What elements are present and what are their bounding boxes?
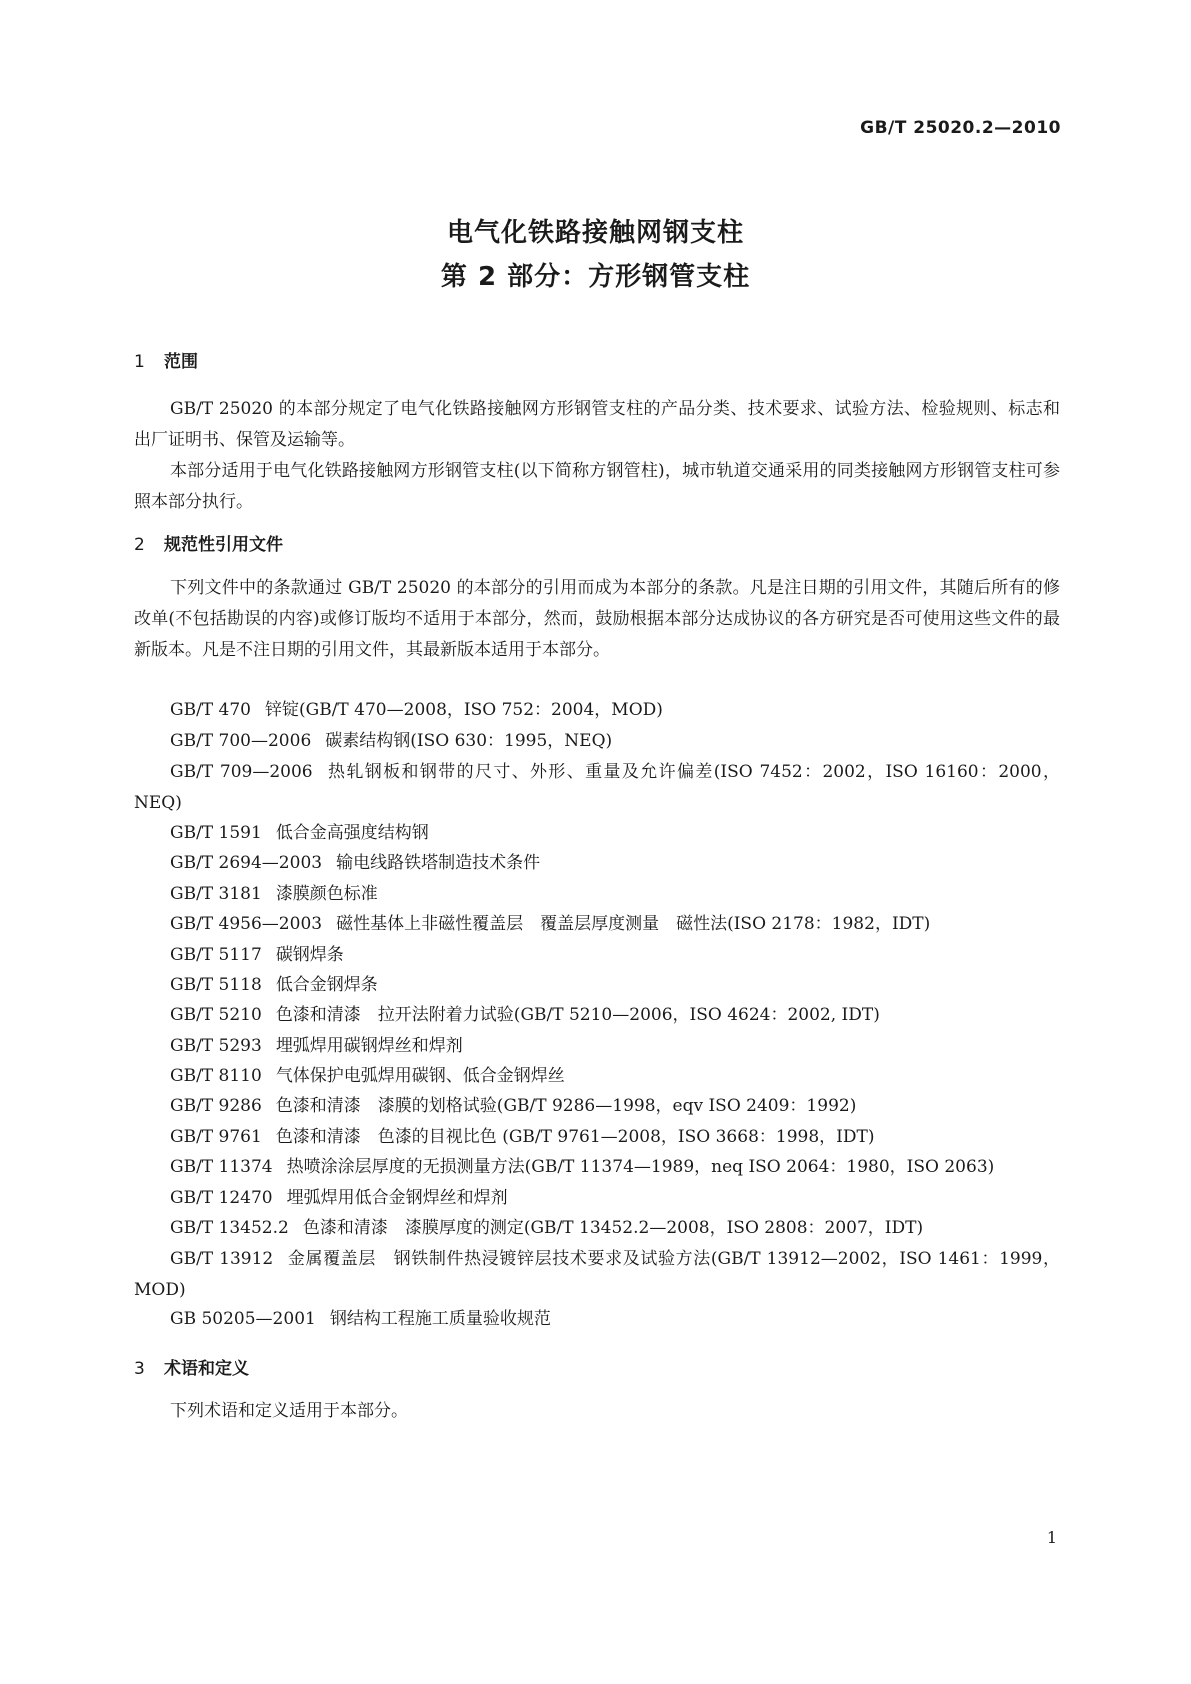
document-title-line2: 第 2 部分：方形钢管支柱 <box>440 262 751 292</box>
reference-title: 低合金钢焊条 <box>275 975 378 995</box>
reference-item <box>134 1244 1060 1306</box>
reference-title: 钢结构工程施工质量验收规范 <box>329 1309 551 1329</box>
section-1-heading <box>134 347 198 372</box>
reference-code: GB/T 1591 <box>170 823 262 843</box>
reference-item <box>134 1061 1060 1092</box>
page-number: 1 <box>1046 1528 1057 1547</box>
reference-code: GB/T 8110 <box>170 1066 262 1086</box>
reference-title: 埋弧焊用碳钢焊丝和焊剂 <box>275 1036 463 1056</box>
reference-title: 金属覆盖层 钢铁制件热浸镀锌层技术要求及试验方法(GB/T 13912—2002，ISO 1461：1999，MOD) <box>134 1249 1060 1300</box>
reference-code: GB/T 13912 <box>170 1249 274 1269</box>
reference-item <box>134 1122 1060 1153</box>
section-1-paragraph-1: GB/T 25020 的本部分规定了电气化铁路接触网方形钢管支柱的产品分类、技术要求、试验方法、检验规则、标志和出厂证明书、保管及运输等。 <box>134 399 1060 450</box>
section-number: 3 <box>134 1359 145 1379</box>
reference-item <box>134 848 1060 879</box>
section-number: 1 <box>134 352 145 372</box>
reference-code: GB/T 5118 <box>170 975 262 995</box>
reference-code: GB/T 5210 <box>170 1005 262 1025</box>
reference-title: 碳素结构钢(ISO 630：1995，NEQ) <box>325 731 613 751</box>
standard-code: GB/T 25020.2—2010 <box>860 118 1061 138</box>
reference-code: GB/T 470 <box>170 700 251 720</box>
reference-code: GB/T 3181 <box>170 884 262 904</box>
section-3-paragraph-1: 下列术语和定义适用于本部分。 <box>170 1401 408 1421</box>
reference-code: GB/T 700—2006 <box>170 731 312 751</box>
reference-code: GB/T 5117 <box>170 945 262 965</box>
reference-title: 锌锭(GB/T 470—2008，ISO 752：2004，MOD) <box>265 700 663 720</box>
reference-item <box>134 1183 1060 1214</box>
reference-title: 低合金高强度结构钢 <box>275 823 429 843</box>
reference-title: 色漆和清漆 色漆的目视比色 (GB/T 9761—2008，ISO 3668：1998，IDT) <box>275 1127 875 1147</box>
reference-code: GB/T 2694—2003 <box>170 853 323 873</box>
reference-code: GB/T 12470 <box>170 1188 273 1208</box>
reference-code: GB/T 13452.2 <box>170 1218 289 1238</box>
reference-item <box>134 757 1060 819</box>
reference-item <box>134 1000 1060 1031</box>
reference-title: 气体保护电弧焊用碳钢、低合金钢焊丝 <box>275 1066 565 1086</box>
section-title: 规范性引用文件 <box>164 535 283 555</box>
reference-title: 热轧钢板和钢带的尺寸、外形、重量及允许偏差(ISO 7452：2002，ISO 16160：2000，NEQ) <box>134 762 1060 813</box>
reference-item <box>134 879 1060 910</box>
section-title: 范围 <box>164 352 198 372</box>
reference-item <box>134 726 1060 757</box>
document-title-line1: 电气化铁路接触网钢支柱 <box>446 218 744 248</box>
section-2-heading <box>134 530 283 555</box>
reference-item <box>134 1213 1060 1244</box>
reference-code: GB/T 9761 <box>170 1127 262 1147</box>
reference-code: GB/T 709—2006 <box>170 762 313 782</box>
reference-item <box>134 940 1060 971</box>
section-1-paragraph-2: 本部分适用于电气化铁路接触网方形钢管支柱(以下简称方钢管柱)，城市轨道交通采用的同类接触网方形钢管支柱可参照本部分执行。 <box>134 461 1060 512</box>
reference-title: 输电线路铁塔制造技术条件 <box>336 853 541 873</box>
section-title: 术语和定义 <box>164 1359 249 1379</box>
reference-title: 热喷涂涂层厚度的无损测量方法(GB/T 11374—1989，neq ISO 2064：1980，ISO 2063) <box>286 1157 995 1177</box>
reference-item <box>134 1304 1060 1335</box>
section-2-paragraph-1: 下列文件中的条款通过 GB/T 25020 的本部分的引用而成为本部分的条款。凡是注日期的引用文件，其随后所有的修改单(不包括勘误的内容)或修订版均不适用于本部分，然而，鼓励根据本部分达成协议的各方研究是否可使用这些文件的最新版本。凡是不注日期的引用文件，其最新版本适用于本部分。 <box>134 578 1060 660</box>
reference-title: 磁性基体上非磁性覆盖层 覆盖层厚度测量 磁性法(ISO 2178：1982，IDT) <box>336 914 931 934</box>
reference-code: GB/T 5293 <box>170 1036 262 1056</box>
reference-code: GB/T 4956—2003 <box>170 914 323 934</box>
reference-item <box>134 1031 1060 1062</box>
reference-item <box>134 695 1060 726</box>
reference-title: 色漆和清漆 漆膜厚度的测定(GB/T 13452.2—2008，ISO 2808：2007，IDT) <box>302 1218 924 1238</box>
reference-item <box>134 1152 1060 1183</box>
reference-title: 碳钢焊条 <box>275 945 344 965</box>
reference-code: GB/T 9286 <box>170 1096 262 1116</box>
reference-title: 漆膜颜色标准 <box>275 884 378 904</box>
reference-item <box>134 909 1060 940</box>
reference-item <box>134 970 1060 1001</box>
reference-item <box>134 818 1060 849</box>
reference-code: GB/T 11374 <box>170 1157 273 1177</box>
reference-title: 埋弧焊用低合金钢焊丝和焊剂 <box>286 1188 508 1208</box>
reference-code: GB 50205—2001 <box>170 1309 316 1329</box>
reference-title: 色漆和清漆 漆膜的划格试验(GB/T 9286—1998，eqv ISO 2409：1992) <box>275 1096 857 1116</box>
section-number: 2 <box>134 535 145 555</box>
reference-title: 色漆和清漆 拉开法附着力试验(GB/T 5210—2006，ISO 4624：2002, IDT) <box>275 1005 880 1025</box>
section-3-heading <box>134 1354 249 1379</box>
reference-item <box>134 1091 1060 1122</box>
